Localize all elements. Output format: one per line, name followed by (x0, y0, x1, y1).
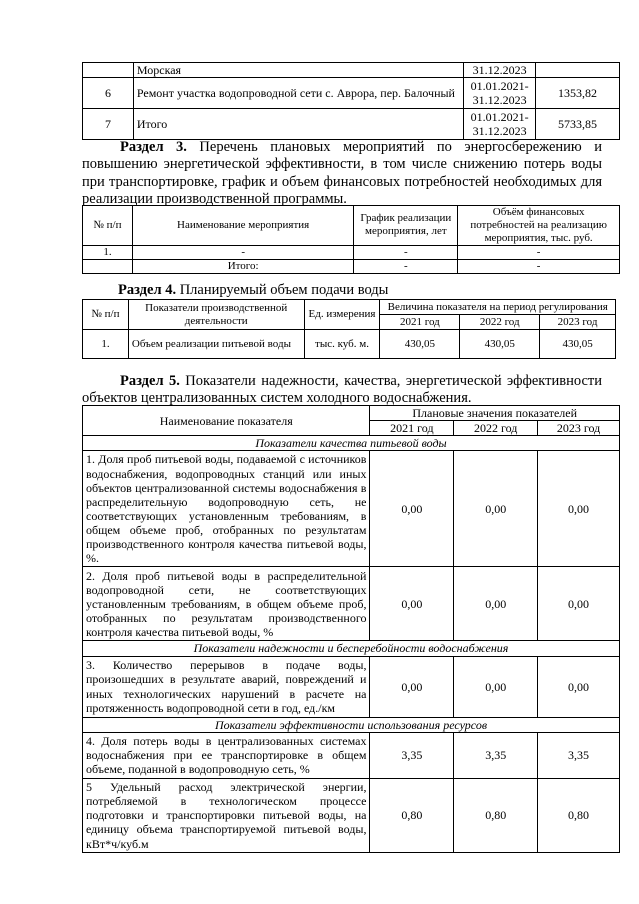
col-header-finance: Объём финансовых потребностей на реализацию мероприятия, тыс. руб. (458, 206, 620, 246)
group-title: Показатели эффективности использования ресурсов (83, 717, 620, 732)
table-header-row (83, 300, 616, 315)
indicator-value: 0,00 (454, 656, 538, 717)
row-schedule: - (354, 245, 458, 259)
table-row (83, 567, 620, 641)
section5-label: Раздел 5. (120, 373, 180, 389)
indicator-value: 0,80 (454, 778, 538, 852)
row-indicator: Объем реализации питьевой воды (128, 330, 304, 359)
row-num (83, 63, 134, 78)
table-section5 (82, 405, 620, 853)
table-row (83, 78, 620, 109)
row-value: 430,05 (460, 330, 540, 359)
measure-name: Ремонт участка водопроводной сети с. Аврора, пер. Балочный (133, 78, 463, 109)
table-row (83, 245, 620, 259)
section4-heading (118, 282, 598, 299)
table-section4 (82, 299, 616, 359)
row-num: 6 (83, 78, 134, 109)
row-num: 7 (83, 109, 134, 140)
indicator-name: 5 Удельный расход электрической энергии, потребляемой в технологическом процессе подготовки и транспортировки питьевой воды, на единицу объема транспортируемой питьевой воды, кВт*ч/куб.м (83, 778, 370, 852)
section4-label: Раздел 4. (118, 282, 177, 298)
table-row (83, 109, 620, 140)
col-header-name: Наименование мероприятия (132, 206, 354, 246)
indicator-value: 0,00 (538, 656, 620, 717)
row-num: 1. (83, 245, 133, 259)
measure-amount (536, 63, 620, 78)
row-value: 430,05 (380, 330, 460, 359)
col-header-year: 2022 год (460, 315, 540, 330)
col-header-planned: Плановые значения показателей (370, 406, 620, 421)
col-header-year: 2021 год (380, 315, 460, 330)
section3-title: Перечень плановых мероприятий по энергосбережению и повышению энергетической эффективности, в том числе снижению потерь воды при транспортировке, график и объем финансовых потребностей необходимых для реализации производственной программы. (82, 139, 603, 208)
group-title-row (83, 641, 620, 656)
col-header-year: 2023 год (540, 315, 616, 330)
table-row (83, 732, 620, 778)
table-section3 (82, 205, 620, 274)
measure-name: Морская (133, 63, 463, 78)
row-name: - (132, 245, 354, 259)
row-name: Итого: (132, 259, 354, 273)
col-header-unit: Ед. измерения (304, 300, 380, 330)
col-header-year: 2023 год (538, 421, 620, 436)
row-unit: тыс. куб. м. (304, 330, 380, 359)
measure-amount: 5733,85 (536, 109, 620, 140)
table-header-row (83, 406, 620, 421)
indicator-value: 0,00 (454, 567, 538, 641)
measure-period: 01.01.2021-31.12.2023 (464, 78, 536, 109)
row-finance: - (458, 259, 620, 273)
indicator-value: 3,35 (454, 732, 538, 778)
col-header-name: Наименование показателя (83, 406, 370, 436)
row-value: 430,05 (540, 330, 616, 359)
indicator-value: 0,00 (370, 451, 454, 567)
table-row (83, 778, 620, 852)
table-row (83, 330, 616, 359)
section3-label: Раздел 3. (120, 139, 187, 155)
indicator-value: 3,35 (538, 732, 620, 778)
group-title: Показатели качества питьевой воды (83, 436, 620, 451)
indicator-value: 0,00 (538, 451, 620, 567)
col-header-num: № п/п (83, 206, 133, 246)
indicator-name: 1. Доля проб питьевой воды, подаваемой с источников водоснабжения, водопроводных станций или иных объектов централизованной системы водоснабжения в распределительную водопроводную сеть, не соответствующих установленным требованиям, в общем объеме проб, отобранных по результатам производственного контроля качества питьевой воды, %. (83, 451, 370, 567)
col-header-indicator: Показатели производственной деятельности (128, 300, 304, 330)
table-row (83, 63, 620, 78)
measure-name: Итого (133, 109, 463, 140)
col-header-schedule: График реализации мероприятия, лет (354, 206, 458, 246)
row-num: 1. (83, 330, 129, 359)
col-header-year: 2021 год (370, 421, 454, 436)
group-title: Показатели надежности и бесперебойности водоснабжения (83, 641, 620, 656)
section5-heading (82, 373, 602, 408)
row-num (83, 259, 133, 273)
measure-period: 31.12.2023 (464, 63, 536, 78)
row-schedule: - (354, 259, 458, 273)
measure-amount: 1353,82 (536, 78, 620, 109)
indicator-name: 4. Доля потерь воды в централизованных системах водоснабжения при ее транспортировке в общем объеме, поданной в водопроводную сеть, % (83, 732, 370, 778)
section5-title: Показатели надежности, качества, энергетической эффективности объектов централизованных систем холодного водоснабжения. (82, 373, 603, 407)
indicator-name: 2. Доля проб питьевой воды в распределительной водопроводной сети, не соответствующих установленным требованиям, в общем объеме проб, отобранных по результатам производственного контроля качества питьевой воды, % (83, 567, 370, 641)
col-header-year: 2022 год (454, 421, 538, 436)
table-top-measures (82, 62, 620, 140)
row-finance: - (458, 245, 620, 259)
indicator-value: 0,00 (538, 567, 620, 641)
group-title-row (83, 436, 620, 451)
table-row (83, 451, 620, 567)
indicator-name: 3. Количество перерывов в подаче воды, произошедших в результате аварий, повреждений и иных технологических нарушений в расчете на протяженность водопроводной сети в год, ед./км (83, 656, 370, 717)
table-row (83, 656, 620, 717)
indicator-value: 3,35 (370, 732, 454, 778)
col-header-num: № п/п (83, 300, 129, 330)
indicator-value: 0,00 (454, 451, 538, 567)
table-header-row (83, 206, 620, 246)
measure-period: 01.01.2021-31.12.2023 (464, 109, 536, 140)
indicator-value: 0,80 (538, 778, 620, 852)
indicator-value: 0,00 (370, 656, 454, 717)
indicator-value: 0,80 (370, 778, 454, 852)
indicator-value: 0,00 (370, 567, 454, 641)
table-row (83, 259, 620, 273)
col-header-value-group: Величина показателя на период регулирования (380, 300, 616, 315)
group-title-row (83, 717, 620, 732)
section4-title: Планируемый объем подачи воды (179, 282, 389, 298)
section3-heading (82, 139, 602, 209)
